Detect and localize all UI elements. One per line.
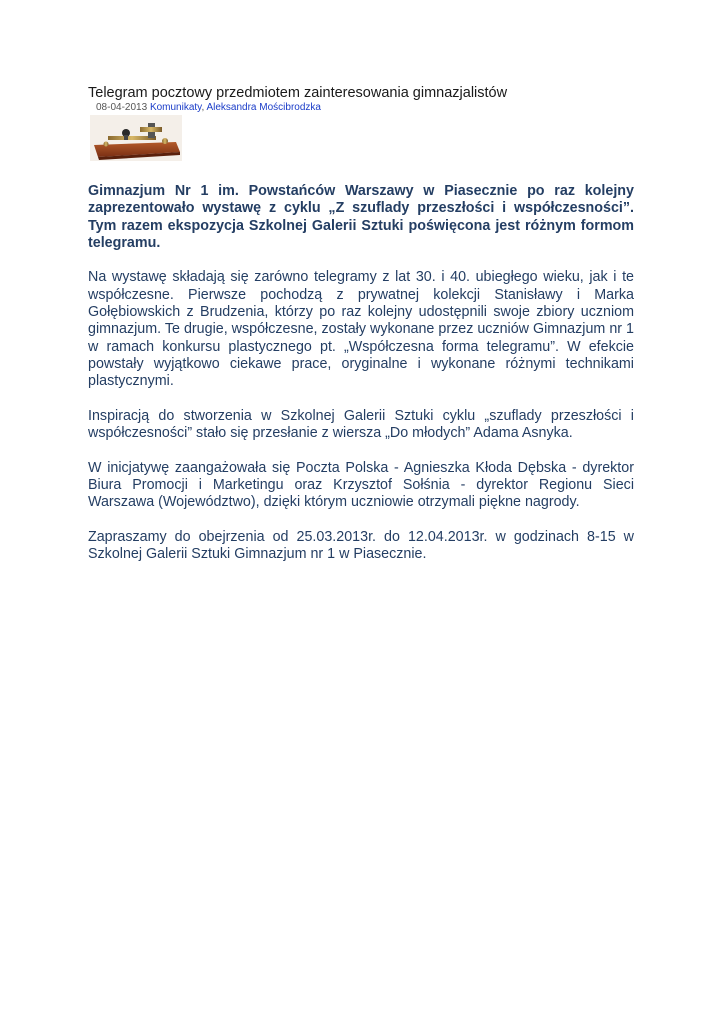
article-date: 08-04-2013	[96, 102, 148, 113]
author-link[interactable]: Aleksandra Mościbrodzka	[206, 102, 321, 113]
meta-separator: ,	[201, 102, 207, 113]
article-body	[88, 183, 634, 581]
article-title: Telegram pocztowy przedmiotem zainteresowania gimnazjalistów	[88, 85, 508, 101]
category-link[interactable]: Komunikaty	[149, 102, 202, 113]
paragraph-inspiration: Inspiracją do stworzenia w Szkolnej Galerii Sztuki cyklu „szuflady przeszłości i współczesności” stało się przesłanie z wiersza „Do młodych” Adama Asnyka.	[88, 407, 634, 442]
lead-paragraph: Gimnazjum Nr 1 im. Powstańców Warszawy w Piasecznie po raz kolejny zaprezentowało wystawę z cyklu „Z szuflady przeszłości i współczesności”. Tym razem ekspozycja Szkolnej Galerii Sztuki poświęcona jest różnym formom telegramu.	[88, 183, 634, 251]
telegraph-key-image	[90, 115, 182, 161]
paragraph-sponsors: W inicjatywę zaangażowała się Poczta Polska - Agnieszka Kłoda Dębska - dyrektor Biura Promocji i Marketingu oraz Krzysztof Sołśnia - dyrektor Regionu Sieci Warszawa (Województwo), dzięki którym uczniowie otrzymali piękne nagrody.	[88, 459, 634, 511]
paragraph-invitation: Zapraszamy do obejrzenia od 25.03.2013r. do 12.04.2013r. w godzinach 8-15 w Szkolnej Galerii Sztuki Gimnazjum nr 1 w Piasecznie.	[88, 528, 634, 563]
paragraph-exhibition: Na wystawę składają się zarówno telegramy z lat 30. i 40. ubiegłego wieku, jak i te współczesne. Pierwsze pochodzą z prywatnej kolekcji Stanisławy i Marka Gołębiowskich z Brudzenia, którzy po raz kolejny udostępnili swoje zbiory uczniom gimnazjum. Te drugie, współczesne, zostały wykonane przez uczniów Gimnazjum nr 1 w ramach konkursu plastycznego pt. „Współczesna forma telegramu”. W efekcie powstały wyjątkowo ciekawe prace, oryginalne i wykonane różnymi technikami plastycznymi.	[88, 269, 634, 390]
article-meta	[96, 102, 321, 113]
